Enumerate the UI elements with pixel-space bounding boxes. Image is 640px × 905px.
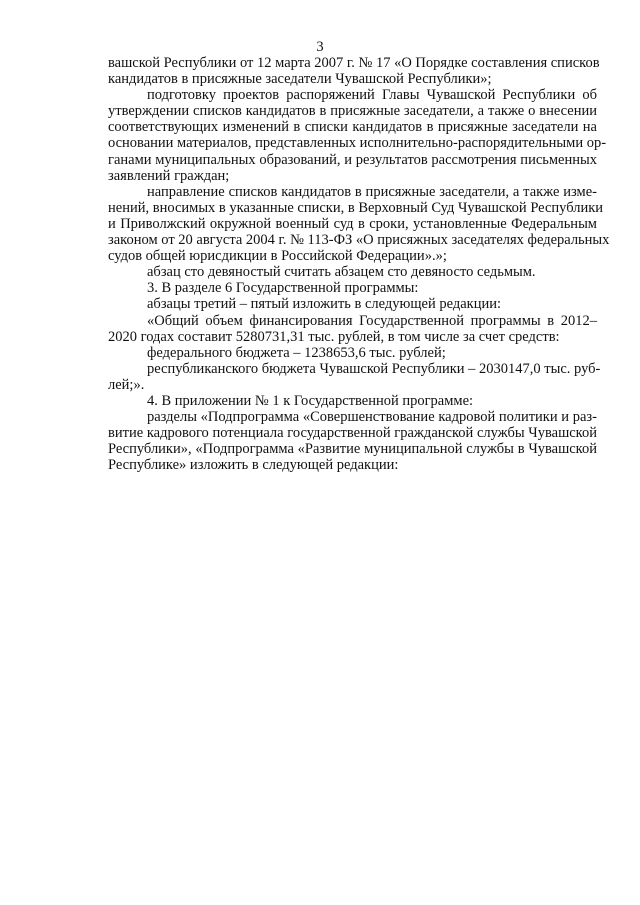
document-body: [108, 55, 610, 474]
text-line: Республики», «Подпрограмма «Развитие муниципальной службы в Чувашской: [108, 441, 597, 458]
text-line: судов общей юрисдикции в Российской Федерации».»;: [108, 248, 447, 265]
text-line: заявлений граждан;: [108, 167, 230, 184]
text-line: Республике» изложить в следующей редакции:: [108, 457, 399, 474]
paragraph: [108, 360, 601, 393]
paragraph: [108, 183, 610, 265]
text-line: федерального бюджета – 1238653,6 тыс. рублей;: [147, 344, 446, 361]
text-line: кандидатов в присяжные заседатели Чувашской Республики»;: [108, 71, 492, 88]
paragraph: [108, 264, 597, 280]
text-line: абзац сто девяностый считать абзацем сто девяносто седьмым.: [147, 264, 536, 281]
text-line: абзацы третий – пятый изложить в следующей редакции:: [147, 296, 502, 313]
paragraph: [108, 409, 597, 473]
text-line: утверждении списков кандидатов в присяжные заседатели, а также о внесении: [108, 103, 597, 120]
text-line: 2020 годах составит 5280731,31 тыс. рублей, в том числе за счет средств:: [108, 328, 560, 345]
paragraph: [108, 280, 597, 296]
paragraph: [108, 313, 597, 345]
page-number: 3: [316, 39, 324, 55]
text-line: витие кадрового потенциала государственной гражданской службы Чувашской: [108, 425, 597, 442]
text-line: основании материалов, представленных исполнительно-распорядительными ор-: [108, 135, 607, 152]
text-line: «Общий объем финансирования Государственной программы в 2012–: [147, 312, 597, 329]
text-line: 4. В приложении № 1 к Государственной программе:: [147, 392, 474, 409]
text-line: лей;».: [108, 376, 145, 393]
paragraph: [108, 55, 600, 88]
text-line: республиканского бюджета Чувашской Республики – 2030147,0 тыс. руб-: [147, 360, 601, 377]
text-line: ганами муниципальных образований, и результатов рассмотрения письменных: [108, 151, 597, 168]
text-line: вашской Республики от 12 марта 2007 г. № 17 «О Порядке составления списков: [108, 55, 600, 71]
text-line: направление списков кандидатов в присяжные заседатели, а также изме-: [147, 183, 597, 200]
text-line: законом от 20 августа 2004 г. № 113-ФЗ «О присяжных заседателях федеральных: [108, 232, 610, 249]
paragraph: [108, 296, 597, 312]
paragraph: [108, 393, 597, 409]
text-line: разделы «Подпрограмма «Совершенствование кадровой политики и раз-: [147, 409, 597, 426]
text-line: соответствующих изменений в списки кандидатов в присяжные заседатели на: [108, 119, 597, 136]
paragraph: [108, 345, 597, 361]
text-line: подготовку проектов распоряжений Главы Чувашской Республики об: [147, 87, 597, 104]
text-line: и Приволжский окружной военный суд в сроки, установленные Федеральным: [108, 215, 597, 232]
text-line: нений, вносимых в указанные списки, в Верховный Суд Чувашской Республики: [108, 199, 604, 216]
text-line: 3. В разделе 6 Государственной программы:: [147, 280, 419, 297]
paragraph: [108, 87, 607, 184]
